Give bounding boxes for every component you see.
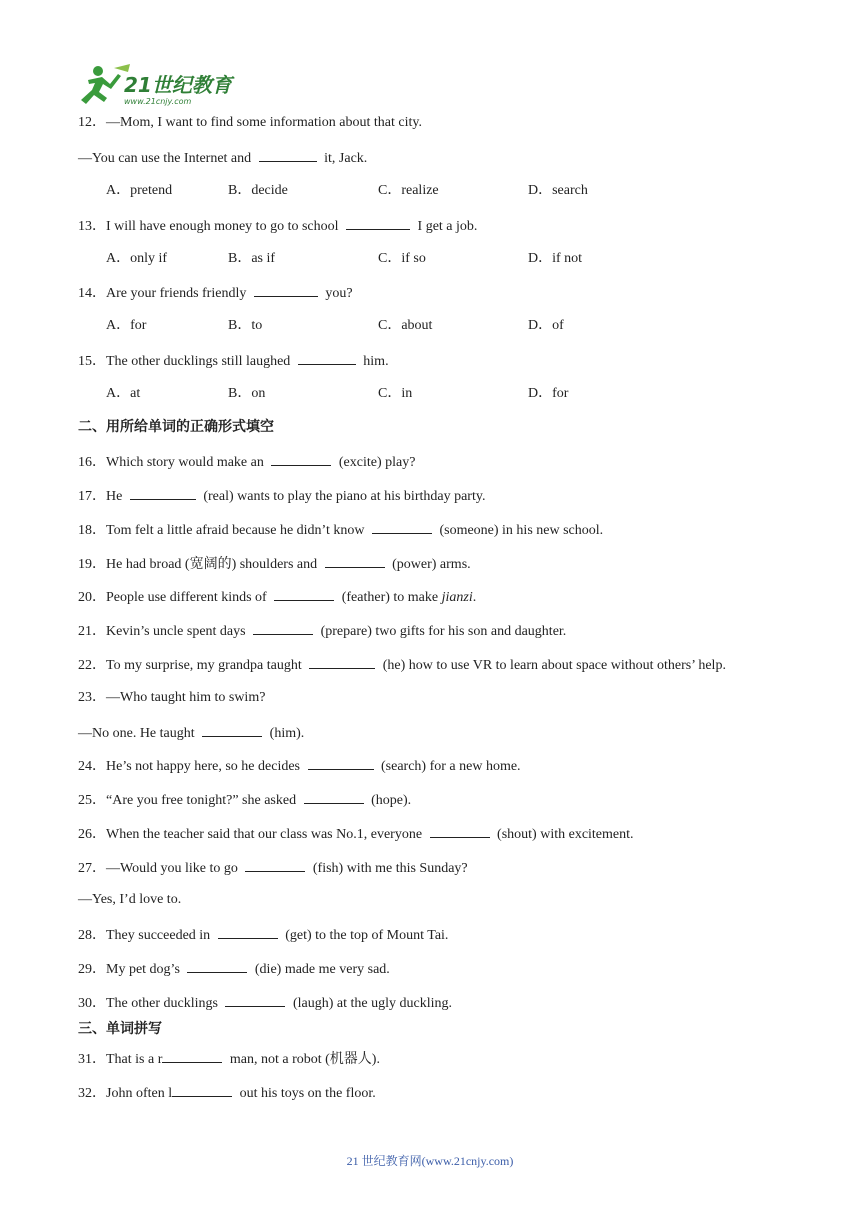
option-c[interactable]: C．about bbox=[378, 318, 433, 333]
question-text: Tom felt a little afraid because he didn’t know bbox=[106, 523, 368, 538]
option-b[interactable]: B．to bbox=[228, 318, 263, 333]
question-text: (excite) play? bbox=[335, 455, 416, 470]
question-text: He bbox=[106, 489, 126, 504]
answer-blank[interactable] bbox=[346, 216, 410, 230]
answer-blank[interactable] bbox=[253, 621, 313, 635]
question-text: out his toys on the floor. bbox=[236, 1086, 376, 1101]
option-c[interactable]: C．realize bbox=[378, 183, 439, 198]
question-text: (someone) in his new school. bbox=[435, 523, 604, 538]
page-footer[interactable]: 21 世纪教育网(www.21cnjy.com) bbox=[346, 1154, 514, 1168]
answer-blank[interactable] bbox=[308, 756, 374, 770]
question-number: 26． bbox=[78, 827, 106, 842]
question-number: 22． bbox=[78, 658, 106, 673]
answer-blank[interactable] bbox=[274, 587, 334, 601]
question-26 bbox=[78, 824, 634, 844]
question-text: (laugh) at the ugly duckling. bbox=[289, 996, 453, 1011]
question-text: He had broad (宽阔的) shoulders and bbox=[106, 557, 321, 572]
question-text: —You can use the Internet and bbox=[78, 151, 255, 166]
answer-blank[interactable] bbox=[218, 925, 278, 939]
question-text: (search) for a new home. bbox=[377, 759, 521, 774]
question-18 bbox=[78, 520, 603, 540]
question-number: 15． bbox=[78, 354, 106, 369]
question-number: 27． bbox=[78, 861, 106, 876]
question-text: Kevin’s uncle spent days bbox=[106, 624, 250, 639]
answer-blank[interactable] bbox=[187, 959, 247, 973]
question-text: Which story would make an bbox=[106, 455, 268, 470]
question-text: The other ducklings still laughed bbox=[106, 354, 294, 369]
option-d[interactable]: D．if not bbox=[528, 251, 583, 266]
answer-blank[interactable] bbox=[245, 858, 305, 872]
question-number: 14． bbox=[78, 286, 106, 301]
answer-blank[interactable] bbox=[225, 993, 285, 1007]
question-text: . bbox=[472, 590, 477, 605]
answer-blank[interactable] bbox=[130, 486, 196, 500]
site-logo bbox=[74, 62, 244, 108]
question-text: The other ducklings bbox=[106, 996, 222, 1011]
question-19 bbox=[78, 554, 471, 574]
answer-blank[interactable] bbox=[309, 655, 375, 669]
question-text: —Mom, I want to find some information about that city. bbox=[106, 115, 422, 130]
answer-blank[interactable] bbox=[271, 452, 331, 466]
question-number: 31． bbox=[78, 1052, 106, 1067]
question-15 bbox=[78, 351, 389, 371]
question-text: (get) to the top of Mount Tai. bbox=[281, 928, 449, 943]
answer-blank[interactable] bbox=[259, 148, 317, 162]
question-text: They succeeded in bbox=[106, 928, 214, 943]
question-30 bbox=[78, 993, 452, 1013]
question-text: “Are you free tonight?” she asked bbox=[106, 793, 300, 808]
question-text: him. bbox=[359, 354, 389, 369]
question-text: When the teacher said that our class was No.1, everyone bbox=[106, 827, 426, 842]
section-heading-3: 三、单词拼写 bbox=[78, 1021, 162, 1037]
answer-blank[interactable] bbox=[254, 283, 318, 297]
question-text: People use different kinds of bbox=[106, 590, 271, 605]
question-21 bbox=[78, 621, 566, 641]
question-text: I will have enough money to go to school bbox=[106, 219, 343, 234]
question-number: 28． bbox=[78, 928, 106, 943]
question-number: 19． bbox=[78, 557, 106, 572]
answer-blank[interactable] bbox=[172, 1083, 232, 1097]
option-d[interactable]: D．search bbox=[528, 183, 588, 198]
option-a[interactable]: A．for bbox=[106, 318, 147, 333]
question-text: (die) made me very sad. bbox=[251, 962, 390, 977]
option-a[interactable]: A．at bbox=[106, 386, 141, 401]
option-b[interactable]: B．decide bbox=[228, 183, 288, 198]
runner-logo-icon bbox=[74, 62, 244, 108]
question-20 bbox=[78, 587, 476, 607]
answer-blank[interactable] bbox=[202, 723, 262, 737]
question-13 bbox=[78, 216, 477, 236]
question-number: 32． bbox=[78, 1086, 106, 1101]
question-text: (fish) with me this Sunday? bbox=[309, 861, 468, 876]
question-text: you? bbox=[321, 286, 353, 301]
question-number: 23． bbox=[78, 690, 106, 705]
question-text: —Who taught him to swim? bbox=[106, 690, 266, 705]
answer-blank[interactable] bbox=[304, 790, 364, 804]
answer-blank[interactable] bbox=[325, 554, 385, 568]
question-14 bbox=[78, 283, 353, 303]
question-text: (real) wants to play the piano at his birthday party. bbox=[199, 489, 486, 504]
italic-word: jianzi bbox=[441, 590, 473, 605]
question-text: —No one. He taught bbox=[78, 726, 199, 741]
question-text: (shout) with excitement. bbox=[493, 827, 634, 842]
question-32 bbox=[78, 1083, 376, 1103]
question-24 bbox=[78, 756, 521, 776]
question-text: it, Jack. bbox=[320, 151, 368, 166]
question-text: (prepare) two gifts for his son and daughter. bbox=[317, 624, 567, 639]
question-number: 29． bbox=[78, 962, 106, 977]
question-number: 21． bbox=[78, 624, 106, 639]
question-text: Are your friends friendly bbox=[106, 286, 250, 301]
question-23 bbox=[78, 689, 265, 707]
option-c[interactable]: C．if so bbox=[378, 251, 426, 266]
question-number: 20． bbox=[78, 590, 106, 605]
answer-blank[interactable] bbox=[162, 1049, 222, 1063]
question-16 bbox=[78, 452, 415, 472]
question-text: (he) how to use VR to learn about space without others’ help. bbox=[379, 658, 726, 673]
logo-url: www.21cnjy.com bbox=[124, 97, 192, 106]
question-17 bbox=[78, 486, 485, 506]
question-text: (him). bbox=[266, 726, 305, 741]
answer-blank[interactable] bbox=[372, 520, 432, 534]
question-text: He’s not happy here, so he decides bbox=[106, 759, 304, 774]
option-c[interactable]: C．in bbox=[378, 386, 413, 401]
question-23-answer-line bbox=[78, 723, 304, 743]
answer-blank[interactable] bbox=[298, 351, 356, 365]
question-27 bbox=[78, 858, 468, 878]
question-28 bbox=[78, 925, 448, 945]
question-text: —Would you like to go bbox=[106, 861, 242, 876]
question-text: I get a job. bbox=[414, 219, 478, 234]
section-heading-2: 二、用所给单词的正确形式填空 bbox=[78, 419, 274, 435]
question-text: That is a r bbox=[106, 1052, 163, 1067]
logo-title: 21世纪教育 bbox=[124, 73, 232, 97]
question-text: My pet dog’s bbox=[106, 962, 184, 977]
question-number: 30． bbox=[78, 996, 106, 1011]
option-b[interactable]: B．on bbox=[228, 386, 266, 401]
question-number: 16． bbox=[78, 455, 106, 470]
question-text: man, not a robot (机器人). bbox=[226, 1052, 380, 1067]
question-text: —Yes, I’d love to. bbox=[78, 892, 182, 907]
question-number: 17． bbox=[78, 489, 106, 504]
question-number: 18． bbox=[78, 523, 106, 538]
question-22 bbox=[78, 655, 726, 675]
question-12-line2 bbox=[78, 148, 367, 168]
question-text: John often l bbox=[106, 1086, 173, 1101]
question-29 bbox=[78, 959, 390, 979]
question-number: 13． bbox=[78, 219, 106, 234]
question-text: (power) arms. bbox=[388, 557, 471, 572]
question-12 bbox=[78, 114, 422, 132]
question-number: 12． bbox=[78, 115, 106, 130]
question-text: To my surprise, my grandpa taught bbox=[106, 658, 306, 673]
answer-blank[interactable] bbox=[430, 824, 490, 838]
question-text: (feather) to make bbox=[338, 590, 442, 605]
option-d[interactable]: D．for bbox=[528, 386, 569, 401]
question-number: 25． bbox=[78, 793, 106, 808]
option-d[interactable]: D．of bbox=[528, 318, 564, 333]
question-27-answer-line bbox=[78, 891, 181, 909]
question-text: (hope). bbox=[367, 793, 412, 808]
option-a[interactable]: A．only if bbox=[106, 251, 168, 266]
option-b[interactable]: B．as if bbox=[228, 251, 276, 266]
question-25 bbox=[78, 790, 411, 810]
question-number: 24． bbox=[78, 759, 106, 774]
option-a[interactable]: A．pretend bbox=[106, 183, 173, 198]
question-31 bbox=[78, 1049, 380, 1069]
